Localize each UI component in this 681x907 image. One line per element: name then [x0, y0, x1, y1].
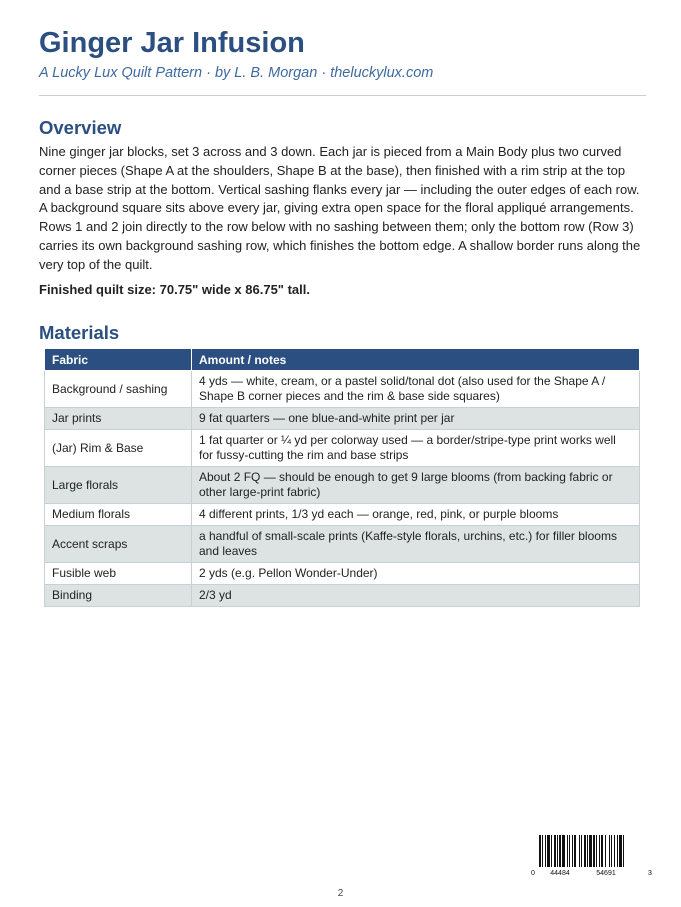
- amount-cell: a handful of small-scale prints (Kaffe-style florals, urchins, etc.) for filler blooms and leaves: [192, 526, 640, 563]
- barcode-bar: [547, 835, 550, 867]
- barcode-right-digit: 3: [648, 870, 652, 877]
- amount-cell: 4 yds — white, cream, or a pastel solid/tonal dot (also used for the Shape A / Shape B corner pieces and the rim & base side squares): [192, 371, 640, 408]
- barcode-bar: [589, 835, 592, 867]
- barcode-bar: [599, 835, 600, 867]
- barcode-bar: [542, 835, 543, 867]
- table-row: [45, 371, 640, 408]
- header-divider: [39, 95, 646, 96]
- barcode-bar: [581, 835, 582, 867]
- fabric-cell: Large florals: [45, 467, 192, 504]
- document-subtitle: A Lucky Lux Quilt Pattern · by L. B. Morgan · theluckylux.com: [39, 65, 434, 81]
- table-row: [45, 526, 640, 563]
- barcode-bar: [601, 835, 603, 867]
- amount-cell: 1 fat quarter or ¼ yd per colorway used — a border/stripe-type print works well for fussy-cutting the rim and base strips: [192, 430, 640, 467]
- fabric-cell: Fusible web: [45, 563, 192, 585]
- table-row: [45, 408, 640, 430]
- column-header-fabric: Fabric: [45, 349, 192, 371]
- barcode-bars: [539, 835, 624, 867]
- barcode-bar: [545, 835, 546, 867]
- finished-size: Finished quilt size: 70.75" wide x 86.75" tall.: [39, 282, 310, 297]
- barcode-bar: [574, 835, 576, 867]
- barcode-bar: [623, 835, 624, 867]
- barcode-bar: [569, 835, 570, 867]
- barcode-bar: [567, 835, 568, 867]
- materials-table: [44, 348, 640, 607]
- barcode-bar: [551, 835, 552, 867]
- barcode-group-1: 44484: [550, 870, 570, 877]
- table-row: [45, 467, 640, 504]
- barcode-bar: [619, 835, 622, 867]
- barcode-bar: [539, 835, 541, 867]
- amount-cell: About 2 FQ — should be enough to get 9 large blooms (from backing fabric or other large-print fabric): [192, 467, 640, 504]
- page-number: 2: [337, 888, 344, 899]
- fabric-cell: Jar prints: [45, 408, 192, 430]
- barcode-bar: [557, 835, 558, 867]
- barcode-bar: [617, 835, 618, 867]
- fabric-cell: Binding: [45, 585, 192, 607]
- overview-heading: Overview: [39, 117, 122, 138]
- table-row: [45, 430, 640, 467]
- barcode-left-digit: 0: [531, 870, 535, 877]
- column-header-amount: Amount / notes: [192, 349, 640, 371]
- barcode-bar: [609, 835, 610, 867]
- amount-cell: 4 different prints, 1/3 yd each — orange, red, pink, or purple blooms: [192, 504, 640, 526]
- barcode-group-2: 54691: [596, 870, 616, 877]
- fabric-cell: Background / sashing: [45, 371, 192, 408]
- barcode-bar: [587, 835, 588, 867]
- barcode-bar: [554, 835, 556, 867]
- barcode-bar: [593, 835, 595, 867]
- barcode-bar: [614, 835, 615, 867]
- table-row: [45, 563, 640, 585]
- table-row: [45, 504, 640, 526]
- barcode-bar: [584, 835, 586, 867]
- table-header-row: [45, 349, 640, 371]
- amount-cell: 2/3 yd: [192, 585, 640, 607]
- barcode-bar: [605, 835, 606, 867]
- barcode-bar: [611, 835, 612, 867]
- barcode-bar: [572, 835, 573, 867]
- document-title: Ginger Jar Infusion: [39, 27, 305, 59]
- amount-cell: 9 fat quarters — one blue-and-white print per jar: [192, 408, 640, 430]
- barcode-bar: [579, 835, 580, 867]
- amount-cell: 2 yds (e.g. Pellon Wonder-Under): [192, 563, 640, 585]
- barcode: [530, 833, 654, 878]
- materials-heading: Materials: [39, 322, 120, 343]
- barcode-bar: [596, 835, 597, 867]
- barcode-bar: [562, 835, 565, 867]
- table-row: [45, 585, 640, 607]
- overview-paragraph: Nine ginger jar blocks, set 3 across and 3 down. Each jar is pieced from a Main Body plus two curved corner pieces (Shape A at the shoulders, Shape B at the base), then finished with a rim strip at the top and a base strip at the bottom. Vertical sashing flanks every jar — including the outer edges of each row. A background square sits above every jar, giving extra open space for the floral appliqué arrangements. Rows 1 and 2 join directly to the row below with no sashing between them; only the bottom row (Row 3) carries its own background sashing row, which finishes the bottom edge. A shallow border runs along the very top of the quilt.: [39, 144, 641, 272]
- fabric-cell: (Jar) Rim & Base: [45, 430, 192, 467]
- fabric-cell: Medium florals: [45, 504, 192, 526]
- barcode-bar: [559, 835, 561, 867]
- fabric-cell: Accent scraps: [45, 526, 192, 563]
